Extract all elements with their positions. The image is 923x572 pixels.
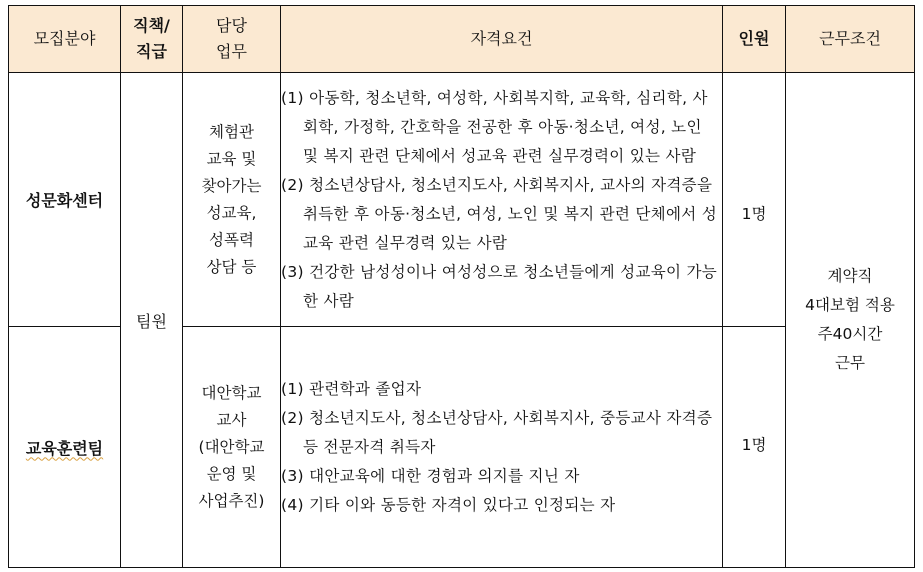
qualification-item: (1) 관련학과 졸업자 — [281, 379, 422, 398]
header-duty-line2: 업무 — [216, 42, 247, 61]
qualification-item: (3) 건강한 남성성이나 여성성으로 청소년들에게 성교육이 가능한 사람 — [281, 262, 718, 310]
qualifications-cell — [281, 327, 723, 568]
duty-line: 대안학교 — [201, 383, 262, 402]
duty-line: (대안학교 — [198, 437, 265, 456]
duty-line: 상담 등 — [206, 257, 257, 276]
condition-line: 4대보험 적용 — [805, 296, 895, 314]
count-cell: 1명 — [723, 327, 786, 568]
conditions-cell — [786, 73, 915, 568]
qualification-item: (1) 아동학, 청소년학, 여성학, 사회복지학, 교육학, 심리학, 사회학, 가정학, 간호학을 전공한 후 아동·청소년, 여성, 노인 및 복지 관련 단체에서 성교육 관련 실무경력이 있는 사람 — [281, 88, 708, 165]
header-duty — [183, 6, 281, 73]
header-qualifications: 자격요건 — [281, 6, 723, 73]
recruitment-table — [8, 5, 915, 568]
header-duty-line1: 담당 — [216, 16, 247, 35]
header-count: 인원 — [723, 6, 786, 73]
header-rank-line1: 직책/ — [133, 16, 170, 35]
qualifications-cell — [281, 73, 723, 327]
duty-line: 교육 및 — [206, 149, 257, 168]
qualification-item: (2) 청소년지도사, 청소년상담사, 사회복지사, 중등교사 자격증 등 전문자격 취득자 — [281, 408, 713, 456]
header-conditions: 근무조건 — [786, 6, 915, 73]
count-cell: 1명 — [723, 73, 786, 327]
field-cell — [9, 327, 121, 568]
qualification-item: (3) 대안교육에 대한 경험과 의지를 지닌 자 — [281, 466, 580, 485]
qualification-item: (2) 청소년상담사, 청소년지도사, 사회복지사, 교사의 자격증을 취득한 후 아동·청소년, 여성, 노인 및 복지 관련 단체에서 성교육 관련 실무경력 있는 사람 — [281, 175, 718, 252]
condition-line: 계약직 — [827, 267, 873, 285]
duty-cell — [183, 327, 281, 568]
duty-cell — [183, 73, 281, 327]
duty-line: 사업추진) — [198, 491, 265, 510]
duty-line: 찾아가는 — [201, 176, 262, 195]
field-cell: 성문화센터 — [9, 73, 121, 327]
duty-line: 운영 및 — [206, 464, 257, 483]
duty-line: 성교육, — [206, 203, 257, 222]
condition-line: 근무 — [835, 354, 865, 372]
header-rank — [121, 6, 183, 73]
duty-line: 교사 — [216, 410, 247, 429]
qualification-item: (4) 기타 이와 동등한 자격이 있다고 인정되는 자 — [281, 495, 616, 514]
header-field: 모집분야 — [9, 6, 121, 73]
rank-cell: 팀원 — [121, 73, 183, 568]
duty-line: 체험관 — [209, 122, 254, 141]
condition-line: 주40시간 — [817, 325, 883, 343]
header-rank-line2: 직급 — [136, 42, 167, 61]
field-label: 교육훈련팀 — [25, 438, 104, 458]
table-row — [9, 73, 915, 327]
duty-line: 성폭력 — [209, 230, 254, 249]
header-row — [9, 6, 915, 73]
